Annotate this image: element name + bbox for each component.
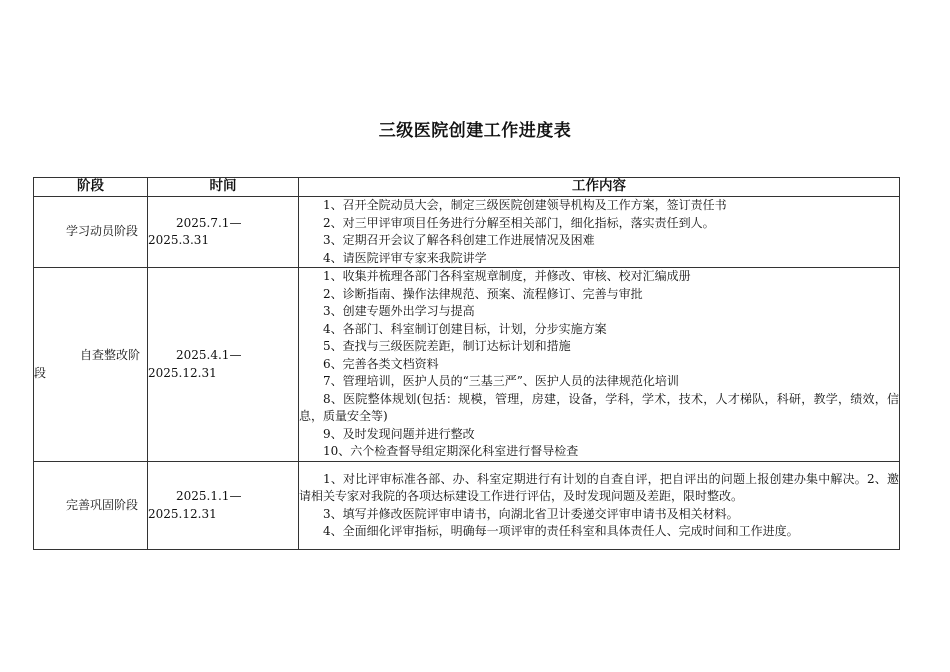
list-item: 5、查找与三级医院差距，制订达标计划和措施 — [323, 339, 571, 354]
list-item: 3、创建专题外出学习与提高 — [323, 304, 475, 319]
stage-cell: 学习动员阶段 — [34, 197, 148, 268]
list-item: 4、各部门、科室制订创建目标，计划，分步实施方案 — [323, 321, 607, 336]
header-content: 工作内容 — [299, 178, 900, 197]
list-item: 2、对三甲评审项目任务进行分解至相关部门，细化指标，落实责任到人。 — [323, 215, 715, 230]
list-item: 3、填写并修改医院评审申请书，向湖北省卫计委递交评审申请书及相关材料。 — [323, 506, 739, 521]
list-item: 9、及时发现问题并进行整改 — [323, 426, 475, 441]
content-cell — [299, 462, 900, 550]
stage-cell: 完善巩固阶段 — [34, 462, 148, 550]
list-item: 4、请医院评审专家来我院讲学 — [323, 250, 487, 265]
time-cell: 2025.7.1—2025.3.31 — [148, 197, 299, 268]
table-header-row — [34, 178, 900, 197]
content-cell — [299, 268, 900, 462]
progress-table — [33, 177, 900, 550]
time-cell: 2025.1.1—2025.12.31 — [148, 462, 299, 550]
list-item: 4、全面细化评审指标，明确每一项评审的责任科室和具体责任人、完成时间和工作进度。 — [323, 524, 799, 538]
list-item: 1、对比评审标准各部、办、科室定期进行有计划的自查自评，把自评出的问题上报创建办集中解决。2、邀请相关专家对我院的各项达标建设工作进行评估，及时发现问题及差距，限时整改。 — [299, 471, 899, 503]
page-title: 三级医院创建工作进度表 — [378, 121, 572, 141]
list-item: 10、六个检查督导组定期深化科室进行督导检查 — [323, 444, 579, 459]
time-cell: 2025.4.1—2025.12.31 — [148, 268, 299, 462]
list-item: 2、诊断指南、操作法律规范、预案、流程修订、完善与审批 — [323, 286, 643, 301]
list-item: 8、医院整体规划(包括：规模，管理，房建，设备，学科，学术，技术，人才梯队，科研，教学，绩效，信息，质量安全等) — [299, 391, 899, 424]
header-time: 时间 — [148, 178, 299, 197]
list-item: 3、定期召开会议了解各科创建工作进展情况及困难 — [323, 233, 595, 247]
list-item: 1、收集并梳理各部门各科室规章制度，并修改、审核、校对汇编成册 — [323, 269, 691, 284]
table-row — [34, 197, 900, 268]
table-row — [34, 268, 900, 462]
list-item: 6、完善各类文档资料 — [323, 356, 439, 371]
list-item: 1、召开全院动员大会，制定三级医院创建领导机构及工作方案，签订责任书 — [323, 198, 727, 212]
content-cell — [299, 197, 900, 268]
stage-cell: 自查整改阶段 — [34, 268, 148, 462]
header-stage: 阶段 — [34, 178, 148, 197]
list-item: 7、管理培训，医护人员的“三基三严”、医护人员的法律规范化培训 — [323, 374, 679, 389]
table-row — [34, 462, 900, 550]
